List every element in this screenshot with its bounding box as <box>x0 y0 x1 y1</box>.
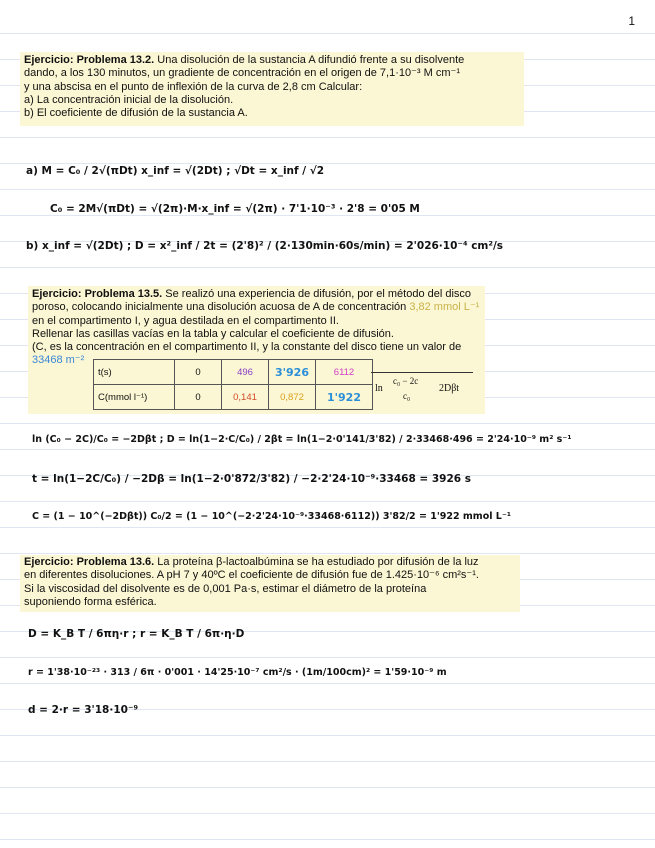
exercise-3-title: Ejercicio: Problema 13.6. <box>24 556 155 568</box>
exercise-2-constant: 33468 m⁻² <box>32 354 85 367</box>
table-cell: C(mmol l⁻¹) <box>94 385 175 410</box>
table-cell: 1'922 <box>316 385 373 410</box>
exercise-3-line4: suponiendo forma esférica. <box>24 595 157 608</box>
table-cell: 3'926 <box>269 360 316 385</box>
table-cell: 496 <box>222 360 269 385</box>
diffusion-table <box>93 359 373 410</box>
exercise-1-box <box>20 52 524 126</box>
table-cell: 0 <box>175 360 222 385</box>
exercise-1-line2: dando, a los 130 minutos, un gradiente de concentración en el origen de 7,1·10⁻³ M cm⁻¹ <box>24 67 460 80</box>
hand-3-line3: d = 2·r = 3'18·10⁻⁹ <box>28 704 139 716</box>
formula-ln: ln <box>375 383 383 394</box>
exercise-2-line1: Se realizó una experiencia de difusión, por el método del disco <box>165 288 472 300</box>
table-cell: 0,141 <box>222 385 269 410</box>
hand-3-line2: r = 1'38·10⁻²³ · 313 / 6π · 0'001 · 14'25·10⁻⁷ cm²/s · (1m/100cm)² = 1'59·10⁻⁹ m <box>28 667 447 678</box>
exercise-3-line1: La proteína β-lactoalbúmina se ha estudiado por difusión de la luz <box>157 556 479 568</box>
formula-rhs: 2Dβt <box>439 383 460 394</box>
exercise-2-line5: (C, es la concentración en el compartimento II, y la constante del disco tiene un valor de <box>32 341 462 354</box>
page-number: 1 <box>628 14 635 28</box>
table-row <box>94 360 373 385</box>
table-cell: 6112 <box>316 360 373 385</box>
exercise-1-title: Ejercicio: Problema 13.2. <box>24 54 155 66</box>
exercise-1-line1: Una disolución de la sustancia A difundió frente a su disolvente <box>157 54 465 66</box>
formula-numerator: c₀ − 2c <box>393 376 419 386</box>
hand-2-line1: ln (C₀ − 2C)/C₀ = −2Dβt ; D = ln(1−2·C/C₀) / 2βt = ln(1−2·0'141/3'82) / 2·33468·496 = 2'24·10⁻⁹ m² s⁻¹ <box>32 434 572 445</box>
hand-1b-line: b) x_inf = √(2Dt) ; D = x²_inf / 2t = (2'8)² / (2·130min·60s/min) = 2'026·10⁻⁴ cm²/s <box>26 240 504 252</box>
table-cell: t(s) <box>94 360 175 385</box>
formula-denominator: c₀ <box>403 391 411 401</box>
exercise-2-line2: poroso, colocando inicialmente una disolución acuosa de A de concentración <box>32 301 407 314</box>
hand-1a-line2: C₀ = 2M√(πDt) = √(2π)·M·x_inf = √(2π) · 7'1·10⁻³ · 2'8 = 0'05 M <box>50 203 420 215</box>
hand-3-line1: D = K_B T / 6πη·r ; r = K_B T / 6π·η·D <box>28 628 245 640</box>
hand-1a-line1: a) M = C₀ / 2√(πDt) x_inf = √(2Dt) ; √Dt = x_inf / √2 <box>26 165 325 177</box>
exercise-1-line5: b) El coeficiente de difusión de la sustancia A. <box>24 107 248 120</box>
table-row <box>94 385 373 410</box>
exercise-3-box <box>20 555 520 612</box>
hand-2-line2: t = ln(1−2C/C₀) / −2Dβ = ln(1−2·0'872/3'82) / −2·2'24·10⁻⁹·33468 = 3926 s <box>32 473 471 485</box>
exercise-1-line3: y una abscisa en el punto de inflexión de la curva de 2,8 cm Calcular: <box>24 80 363 93</box>
diffusion-formula <box>371 372 473 409</box>
exercise-2-line4: Rellenar las casillas vacías en la tabla y calcular el coeficiente de difusión. <box>32 327 394 340</box>
table-cell: 0,872 <box>269 385 316 410</box>
table-cell: 0 <box>175 385 222 410</box>
exercise-2-concentration: 3,82 mmol L⁻¹ <box>409 301 480 314</box>
exercise-3-line2: en diferentes disoluciones. A pH 7 y 40ºC el coeficiente de difusión fue de 1.425·10⁻⁶ cm²s⁻¹. <box>24 569 479 582</box>
hand-2-line3: C = (1 − 10^(−2Dβt)) C₀/2 = (1 − 10^(−2·2'24·10⁻⁹·33468·6112)) 3'82/2 = 1'922 mmol L⁻¹ <box>32 511 512 522</box>
exercise-2-title: Ejercicio: Problema 13.5. <box>32 288 163 300</box>
exercise-3-line3: Si la viscosidad del disolvente es de 0,001 Pa·s, estimar el diámetro de la proteína <box>24 582 427 595</box>
exercise-2-line3: en el compartimento I, y agua destilada en el compartimento II. <box>32 314 339 327</box>
exercise-1-line4: a) La concentración inicial de la disolución. <box>24 93 234 106</box>
